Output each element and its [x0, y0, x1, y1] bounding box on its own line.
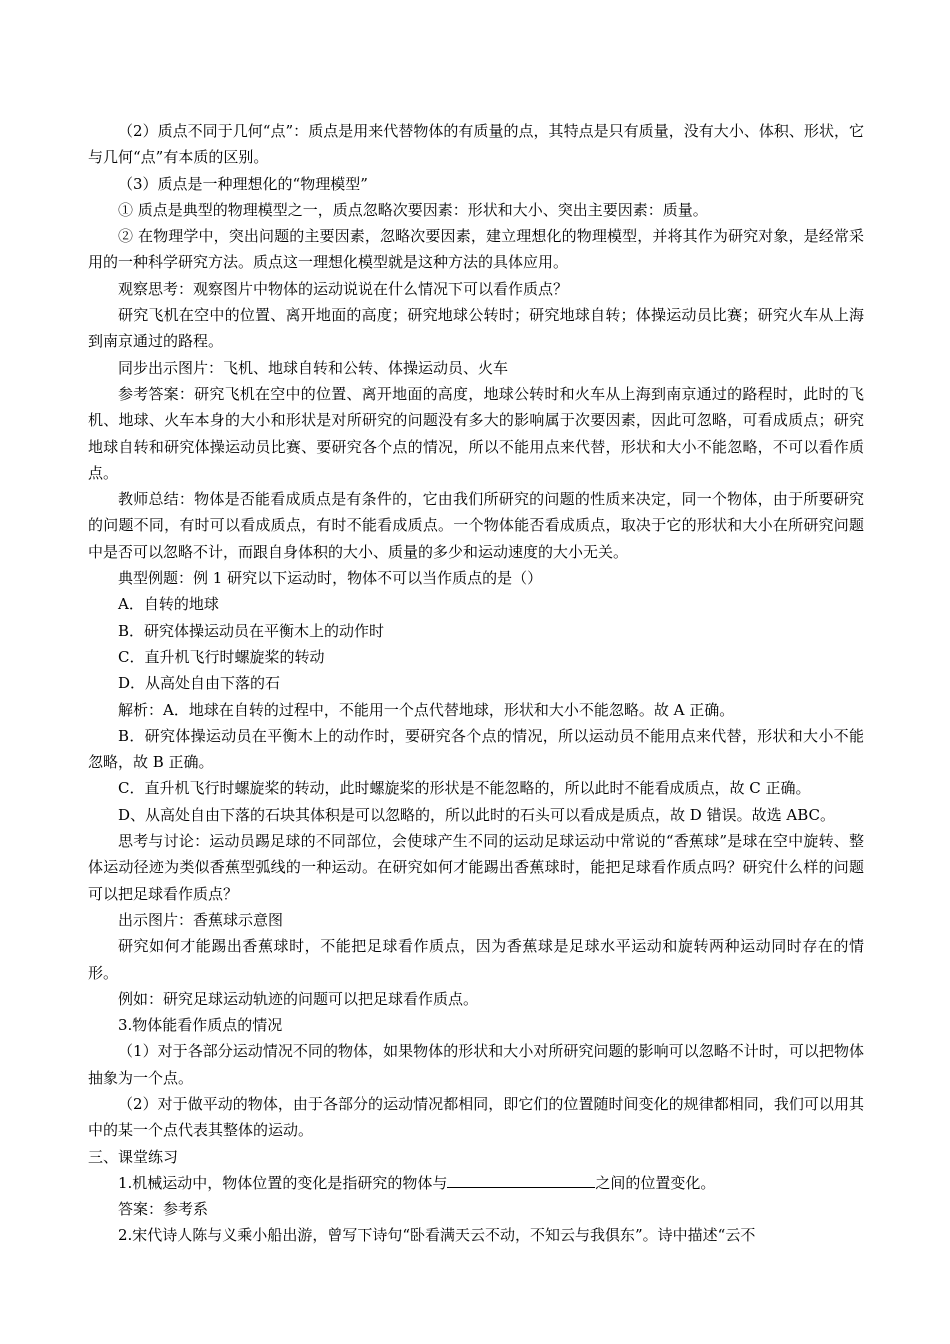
paragraph-model-point-2: ② 在物理学中，突出问题的主要因素，忽略次要因素，建立理想化的物理模型，并将其作为研究对象，是经常采用的一种科学研究方法。质点这一理想化模型就是这种方法的具体应用。 [88, 227, 864, 272]
paragraph-condition-1: （1）对于各部分运动情况不同的物体，如果物体的形状和大小对所研究问题的影响可以忽略不计时，可以把物体抽象为一个点。 [88, 1042, 864, 1087]
paragraph-banana-ball-answer: 研究如何才能踢出香蕉球时，不能把足球看作质点，因为香蕉球是足球水平运动和旋转两种运动同时存在的情形。 [88, 937, 864, 982]
option-d: D．从高处自由下落的石 [118, 674, 281, 693]
analysis-c: C．直升机飞行时螺旋桨的转动，此时螺旋桨的形状是不能忽略的，所以此时不能看成质点，故 C 正确。 [118, 779, 811, 798]
paragraph-example-trajectory: 例如：研究足球运动轨迹的问题可以把足球看作质点。 [118, 989, 479, 1008]
paragraph-research-cases: 研究飞机在空中的位置、离开地面的高度；研究地球公转时；研究地球自转；体操运动员比赛；研究火车从上海到南京通过的路程。 [88, 306, 864, 351]
option-b: B．研究体操运动员在平衡木上的动作时 [118, 621, 385, 640]
paragraph-show-banana-ball: 出示图片：香蕉球示意图 [118, 910, 284, 929]
answer-1: 答案：参考系 [118, 1200, 209, 1219]
question-2: 2.宋代诗人陈与义乘小船出游，曾写下诗句“卧看满天云不动，不知云与我俱东”。诗中描述“云不 [118, 1226, 756, 1245]
paragraph-model-point-1: ① 质点是典型的物理模型之一，质点忽略次要因素：形状和大小、突出主要因素：质量。 [118, 200, 708, 219]
section-heading-conditions: 3.物体能看作质点的情况 [118, 1016, 283, 1035]
paragraph-ideal-model-heading: （3）质点是一种理想化的“物理模型” [118, 174, 368, 193]
paragraph-reference-answer: 参考答案：研究飞机在空中的位置、离开地面的高度，地球公转时和火车从上海到南京通过的路程时，此时的飞机、地球、火车本身的大小和形状是对所研究的问题没有多大的影响属于次要因素，因此可忽略，可看成质点；研究地球自转和研究体操运动员比赛、要研究各个点的情况，所以不能用点来代替，形状和大小不能忽略，不可以看作质点。 [88, 384, 864, 482]
section-heading-classroom-practice: 三、课堂练习 [88, 1147, 179, 1166]
paragraph-show-pictures: 同步出示图片：飞机、地球自转和公转、体操运动员、火车 [118, 358, 509, 377]
paragraph-point-vs-geometric: （2）质点不同于几何“点”：质点是用来代替物体的有质量的点，其特点是只有质量，没有大小、体积、形状，它与几何“点”有本质的区别。 [88, 122, 864, 167]
question-1-after: 之间的位置变化。 [595, 1173, 716, 1192]
document-page [88, 118, 864, 1249]
paragraph-think-discuss: 思考与讨论：运动员踢足球的不同部位，会使球产生不同的运动足球运动中常说的“香蕉球”是球在空中旋转、整体运动径迹为类似香蕉型弧线的一种运动。在研究如何才能踢出香蕉球时，能把足球看作质点吗？研究什么样的问题可以把足球看作质点？ [88, 832, 864, 903]
analysis-b: B．研究体操运动员在平衡木上的动作时，要研究各个点的情况，所以运动员不能用点来代替，形状和大小不能忽略，故 B 正确。 [88, 726, 864, 772]
option-c: C．直升机飞行时螺旋桨的转动 [118, 647, 325, 666]
question-1-before: 1.机械运动中，物体位置的变化是指研究的物体与 [118, 1173, 448, 1192]
analysis-a: 解析：A．地球在自转的过程中，不能用一个点代替地球，形状和大小不能忽略。故 A 正确。 [118, 700, 735, 719]
paragraph-teacher-summary: 教师总结：物体是否能看成质点是有条件的，它由我们所研究的问题的性质来决定，同一个物体，由于所要研究的问题不同，有时可以看成质点，有时不能看成质点。一个物体能否看成质点，取决于它的形状和大小在所研究问题中是否可以忽略不计，而跟自身体积的大小、质量的多少和运动速度的大小无关。 [88, 490, 864, 561]
paragraph-example-question: 典型例题：例 1 研究以下运动时，物体不可以当作质点的是（） [118, 569, 543, 588]
paragraph-observe-think: 观察思考：观察图片中物体的运动说说在什么情况下可以看作质点？ [118, 279, 569, 298]
paragraph-condition-2: （2）对于做平动的物体，由于各部分的运动情况都相同，即它们的位置随时间变化的规律都相同，我们可以用其中的某一个点代表其整体的运动。 [88, 1094, 864, 1140]
answer-blank [447, 1173, 595, 1188]
option-a: A．自转的地球 [118, 595, 219, 614]
analysis-d: D、从高处自由下落的石块其体积是可以忽略的，所以此时的石头可以看成是质点，故 D 错误。故选 ABC。 [118, 805, 835, 824]
question-1 [88, 1170, 864, 1196]
